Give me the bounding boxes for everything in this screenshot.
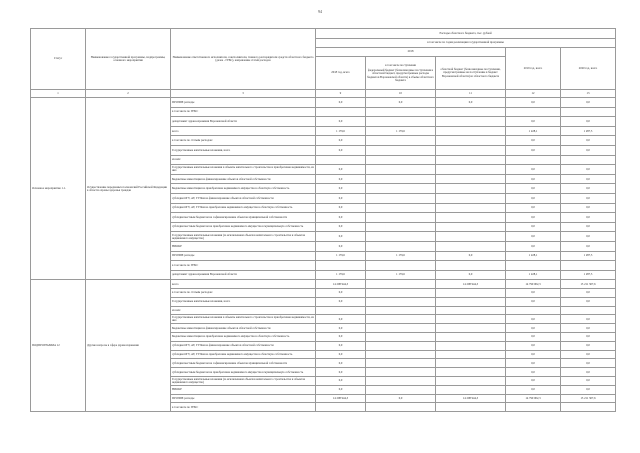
cell-reg <box>436 136 506 146</box>
cell-label: ПРОЧИЕ расходы <box>171 394 316 403</box>
cell-v2019: 1 228,1 <box>506 270 561 280</box>
cell-label: департамент здравоохранения Воронежской области <box>171 270 316 280</box>
cell-v2020: 0,0 <box>561 341 616 350</box>
row-program: Осуществление переданных полномочий Российской Федерации в области охраны здоровья граждан <box>86 98 171 280</box>
cell-v2020: 0,0 <box>561 98 616 108</box>
header-federal <box>366 57 436 90</box>
cell-v2020: 0,0 <box>561 213 616 223</box>
cell-fed <box>366 306 436 315</box>
cell-v2019: 1 228,1 <box>506 126 561 136</box>
cell-reg <box>436 241 506 251</box>
cell-v2019: 0,0 <box>506 241 561 251</box>
cell-label: субсидии ОГУ, АУ, ГУПам на приобретение недвижимого имущества в областную собственность <box>171 350 316 359</box>
cell-reg <box>436 126 506 136</box>
cell-v2018: 0,0 <box>316 145 366 155</box>
cell-label: всего <box>171 126 316 136</box>
cell-fed <box>366 368 436 377</box>
cell-reg <box>436 377 506 386</box>
cell-fed <box>366 222 436 232</box>
cell-v2019: 0,0 <box>506 324 561 333</box>
cell-v2020 <box>561 107 616 117</box>
cell-fed: 1 179,6 <box>366 270 436 280</box>
cell-v2018 <box>316 261 366 271</box>
cell-v2020: 0,0 <box>561 297 616 306</box>
column-number: 1 <box>31 90 86 98</box>
cell-v2020: 0,0 <box>561 350 616 359</box>
cell-reg <box>436 213 506 223</box>
cell-v2018 <box>316 107 366 117</box>
cell-label: в том числе по статьям расходов: <box>171 289 316 298</box>
header-incl-label: в том числе поступления <box>385 63 416 68</box>
cell-v2018: 0,0 <box>316 368 366 377</box>
cell-v2018: 1 179,6 <box>316 126 366 136</box>
cell-v2019: 0,0 <box>506 213 561 223</box>
cell-label: в том числе по статьям расходов: <box>171 136 316 146</box>
cell-reg <box>436 155 506 165</box>
header-sources: Наименование ответственного исполнителя, соисполнителя, главного распорядителя средств областного бюджета (далее - ГРБС), направление статей расходов <box>171 29 316 90</box>
cell-v2019: 0,0 <box>506 174 561 184</box>
cell-v2020: 0,0 <box>561 232 616 242</box>
cell-label: из них: <box>171 155 316 165</box>
cell-v2019: 0,0 <box>506 359 561 368</box>
cell-v2018: 14 208 944,3 <box>316 280 366 289</box>
cell-v2019: 0,0 <box>506 203 561 213</box>
cell-v2020: 0,0 <box>561 333 616 342</box>
cell-reg: 14 208 944,3 <box>436 394 506 403</box>
cell-reg <box>436 222 506 232</box>
cell-v2019: 1 228,1 <box>506 251 561 261</box>
cell-fed <box>366 174 436 184</box>
cell-label: Бюджетные инвестиции на финансирование объектов областной собственности <box>171 174 316 184</box>
cell-label: департамент здравоохранения Воронежской области <box>171 117 316 127</box>
cell-v2020: 0,0 <box>561 117 616 127</box>
cell-v2020: 1 287,5 <box>561 270 616 280</box>
cell-fed <box>366 155 436 165</box>
cell-reg <box>436 333 506 342</box>
column-numbers-row <box>31 90 616 98</box>
cell-v2018 <box>316 306 366 315</box>
cell-v2019: 0,0 <box>506 350 561 359</box>
cell-reg <box>436 306 506 315</box>
cell-fed: 1 179,6 <box>366 126 436 136</box>
cell-v2020: 0,0 <box>561 315 616 324</box>
column-number: 13 <box>561 90 616 98</box>
cell-v2018 <box>316 155 366 165</box>
cell-v2018: 0,0 <box>316 324 366 333</box>
cell-v2018: 0,0 <box>316 98 366 108</box>
cell-v2018: 0,0 <box>316 385 366 394</box>
cell-v2020: 0,0 <box>561 324 616 333</box>
cell-fed: 1 179,6 <box>366 251 436 261</box>
cell-fed <box>366 359 436 368</box>
header-2020: 2020 год, всего <box>561 48 616 90</box>
cell-reg <box>436 184 506 194</box>
cell-v2018: 0,0 <box>316 377 366 386</box>
cell-fed <box>366 324 436 333</box>
cell-fed <box>366 213 436 223</box>
cell-reg: 0,0 <box>436 98 506 108</box>
cell-reg <box>436 261 506 271</box>
cell-reg <box>436 232 506 242</box>
cell-reg: 0,0 <box>436 251 506 261</box>
cell-label: Государственные капитальные вложения в объекты капитального строительства и приобретение недвижимости, из них <box>172 315 314 323</box>
cell-reg <box>436 297 506 306</box>
cell-v2019: 14 790 002,3 <box>506 394 561 403</box>
cell-v2018 <box>316 403 366 412</box>
cell-label: субсидии местным бюджетам на софинансирование объектов муниципальной собственности <box>171 213 316 223</box>
cell-label: Государственные капитальные вложения (за исключением объектов капитального строительства и объектов недвижимого имущества) <box>171 377 316 386</box>
cell-v2019: 0,0 <box>506 297 561 306</box>
cell-v2018: 0,0 <box>316 117 366 127</box>
cell-reg: 0,0 <box>436 270 506 280</box>
cell-fed <box>366 136 436 146</box>
cell-fed <box>366 232 436 242</box>
cell-reg <box>436 193 506 203</box>
cell-reg <box>436 315 506 324</box>
cell-v2018: 0,0 <box>316 359 366 368</box>
cell-fed <box>366 341 436 350</box>
header-group-title: Расходы областного бюджета, тыс. рублей <box>316 29 616 39</box>
column-number: 3 <box>171 90 316 98</box>
cell-fed <box>366 403 436 412</box>
cell-fed: 0,0 <box>366 394 436 403</box>
cell-label: в том числе по ГРБС: <box>171 107 316 117</box>
cell-v2018: 0,0 <box>316 289 366 298</box>
cell-v2019 <box>506 306 561 315</box>
cell-fed <box>366 184 436 194</box>
cell-v2018: 0,0 <box>316 174 366 184</box>
cell-reg <box>436 385 506 394</box>
cell-v2018: 0,0 <box>316 341 366 350</box>
cell-label: из них: <box>171 306 316 315</box>
cell-reg <box>436 289 506 298</box>
cell-label: всего <box>171 280 316 289</box>
cell-v2020: 15 211 307,6 <box>561 394 616 403</box>
cell-v2018: 0,0 <box>316 203 366 213</box>
cell-fed <box>366 117 436 127</box>
cell-reg <box>436 403 506 412</box>
cell-label: в том числе по ГРБС: <box>171 403 316 412</box>
row-program: Другие вопросы в сфере здравоохранения <box>86 280 171 412</box>
cell-v2018: 0,0 <box>316 136 366 146</box>
column-number: 2 <box>86 90 171 98</box>
cell-fed <box>366 145 436 155</box>
cell-v2019: 0,0 <box>506 315 561 324</box>
cell-fed <box>366 107 436 117</box>
header-2018-total: 2018 год, всего <box>316 57 366 90</box>
cell-v2019: 0,0 <box>506 385 561 394</box>
cell-label: субсидии ОГУ, АУ, ГУПам на приобретение недвижимого имущества в областную собственность <box>171 203 316 213</box>
budget-table <box>30 28 616 412</box>
cell-reg <box>436 174 506 184</box>
cell-v2018: 0,0 <box>316 297 366 306</box>
cell-fed <box>366 280 436 289</box>
page-number: 94 <box>318 9 322 14</box>
cell-v2020: 1 287,5 <box>561 126 616 136</box>
cell-label: ПРОЧИЕ расходы <box>171 98 316 108</box>
cell-v2020: 0,0 <box>561 193 616 203</box>
cell-v2020 <box>561 306 616 315</box>
cell-v2020: 0,0 <box>561 289 616 298</box>
cell-reg <box>436 165 506 175</box>
cell-label: Государственные капитальные вложения, всего <box>171 297 316 306</box>
cell-v2019 <box>506 155 561 165</box>
cell-reg <box>436 350 506 359</box>
cell-v2020: 0,0 <box>561 385 616 394</box>
cell-reg: 14 208 944,3 <box>436 280 506 289</box>
cell-v2018: 1 179,6 <box>316 251 366 261</box>
cell-v2019: 0,0 <box>506 165 561 175</box>
cell-v2019: 0,0 <box>506 232 561 242</box>
cell-v2020: 15 211 307,6 <box>561 280 616 289</box>
cell-v2020: 0,0 <box>561 241 616 251</box>
header-regional: областной бюджет (безвозмездные поступления, предусмотренные на поступление в бюджет Воронежской области) из областного бюджета <box>436 57 506 90</box>
cell-fed <box>366 165 436 175</box>
cell-v2020: 0,0 <box>561 174 616 184</box>
cell-label: субсидии ОГУ, АУ, ГУПам на финансирование объектов областной собственности <box>171 193 316 203</box>
cell-v2019: 0,0 <box>506 368 561 377</box>
cell-v2019 <box>506 261 561 271</box>
cell-fed <box>366 193 436 203</box>
cell-v2020: 1 287,5 <box>561 251 616 261</box>
cell-fed <box>366 385 436 394</box>
cell-label: НИОКР <box>171 241 316 251</box>
cell-fed <box>366 241 436 251</box>
cell-v2018: 0,0 <box>316 222 366 232</box>
cell-v2018: 0,0 <box>316 241 366 251</box>
cell-v2019: 0,0 <box>506 98 561 108</box>
cell-v2018: 0,0 <box>316 213 366 223</box>
cell-v2019 <box>506 403 561 412</box>
cell-v2019: 0,0 <box>506 333 561 342</box>
cell-fed <box>366 350 436 359</box>
cell-label: субсидии ОГУ, АУ, ГУПам на финансирование объектов областной собственности <box>171 341 316 350</box>
cell-label: Государственные капитальные вложения (за исключением объектов капитального строительства и объектов недвижимого имущества) <box>171 232 316 242</box>
cell-fed <box>366 377 436 386</box>
cell-v2020: 0,0 <box>561 377 616 386</box>
cell-fed <box>366 315 436 324</box>
row-status: Основное мероприятие 1.1. <box>31 98 86 280</box>
column-number: 12 <box>506 90 561 98</box>
cell-v2020: 0,0 <box>561 222 616 232</box>
cell-v2018: 0,0 <box>316 184 366 194</box>
table-row <box>31 98 616 108</box>
cell-label: субсидии местным бюджетам на приобретение недвижимого имущества в муниципальную собственность <box>171 368 316 377</box>
cell-v2018: 14 208 944,3 <box>316 394 366 403</box>
cell-label: Государственные капитальные вложения в объекты капитального строительства и приобретение недвижимости, из них <box>172 165 314 173</box>
cell-fed <box>366 297 436 306</box>
cell-v2020: 0,0 <box>561 359 616 368</box>
header-year-2018: 2018 <box>316 48 506 57</box>
cell-label: в том числе по ГРБС: <box>171 261 316 271</box>
cell-v2018: 0,0 <box>316 350 366 359</box>
cell-v2018: 0,0 <box>316 193 366 203</box>
cell-v2020 <box>561 155 616 165</box>
cell-reg <box>436 145 506 155</box>
cell-v2018: 0,0 <box>316 232 366 242</box>
cell-v2019: 0,0 <box>506 222 561 232</box>
table-row <box>31 280 616 289</box>
cell-reg <box>436 359 506 368</box>
cell-v2019: 0,0 <box>506 193 561 203</box>
cell-v2018: 0,0 <box>316 315 366 324</box>
row-status: ПОДПРОГРАММА 12 <box>31 280 86 412</box>
header-status: Статус <box>31 29 86 90</box>
cell-reg <box>436 324 506 333</box>
cell-label: Бюджетные инвестиции на приобретение недвижимого имущества в областную собственность <box>171 333 316 342</box>
column-number: 10 <box>366 90 436 98</box>
cell-v2019: 0,0 <box>506 145 561 155</box>
cell-v2019: 0,0 <box>506 136 561 146</box>
cell-label: Бюджетные инвестиции на приобретение недвижимого имущества в областную собственность <box>171 184 316 194</box>
cell-v2019: 0,0 <box>506 289 561 298</box>
cell-label: НИОКР <box>171 385 316 394</box>
header-subgroup-title: в том числе по годам реализации государственной программы <box>316 39 616 48</box>
cell-v2019: 0,0 <box>506 377 561 386</box>
cell-fed: 0,0 <box>366 98 436 108</box>
cell-v2020 <box>561 403 616 412</box>
header-federal-text: федеральный бюджет (безвозмездные поступления в областной бюджет, предусмотренные расходы бюджетов Воронежской области) в объеме областного бюджета <box>367 68 434 82</box>
cell-v2019: 0,0 <box>506 184 561 194</box>
cell-v2018: 0,0 <box>316 333 366 342</box>
cell-v2018: 0,0 <box>316 165 366 175</box>
cell-reg <box>436 117 506 127</box>
cell-v2020: 0,0 <box>561 136 616 146</box>
cell-fed <box>366 261 436 271</box>
cell-reg <box>436 203 506 213</box>
cell-v2019 <box>506 107 561 117</box>
header-2019: 2019 год, всего <box>506 48 561 90</box>
cell-v2019: 0,0 <box>506 117 561 127</box>
cell-label: ПРОЧИЕ расходы <box>171 251 316 261</box>
cell-label: Бюджетные инвестиции на финансирование объектов областной собственности <box>171 324 316 333</box>
cell-v2019: 0,0 <box>506 341 561 350</box>
cell-v2020: 0,0 <box>561 165 616 175</box>
header-program: Наименование государственной программы, подпрограммы, основного мероприятия <box>86 29 171 90</box>
cell-fed <box>366 333 436 342</box>
cell-fed <box>366 289 436 298</box>
cell-label: субсидии местным бюджетам на софинансирование объектов муниципальной собственности <box>171 359 316 368</box>
cell-label: Государственные капитальные вложения, всего <box>171 145 316 155</box>
cell-v2018: 1 179,6 <box>316 270 366 280</box>
cell-v2020 <box>561 261 616 271</box>
cell-reg <box>436 107 506 117</box>
cell-v2020: 0,0 <box>561 184 616 194</box>
cell-label: субсидии местным бюджетам на приобретение недвижимого имущества в муниципальную собственность <box>171 222 316 232</box>
column-number: 9 <box>316 90 366 98</box>
cell-reg <box>436 341 506 350</box>
column-number: 11 <box>436 90 506 98</box>
cell-reg <box>436 368 506 377</box>
cell-v2019: 14 790 002,3 <box>506 280 561 289</box>
cell-v2020: 0,0 <box>561 368 616 377</box>
cell-fed <box>366 203 436 213</box>
cell-v2020: 0,0 <box>561 203 616 213</box>
cell-v2020: 0,0 <box>561 145 616 155</box>
